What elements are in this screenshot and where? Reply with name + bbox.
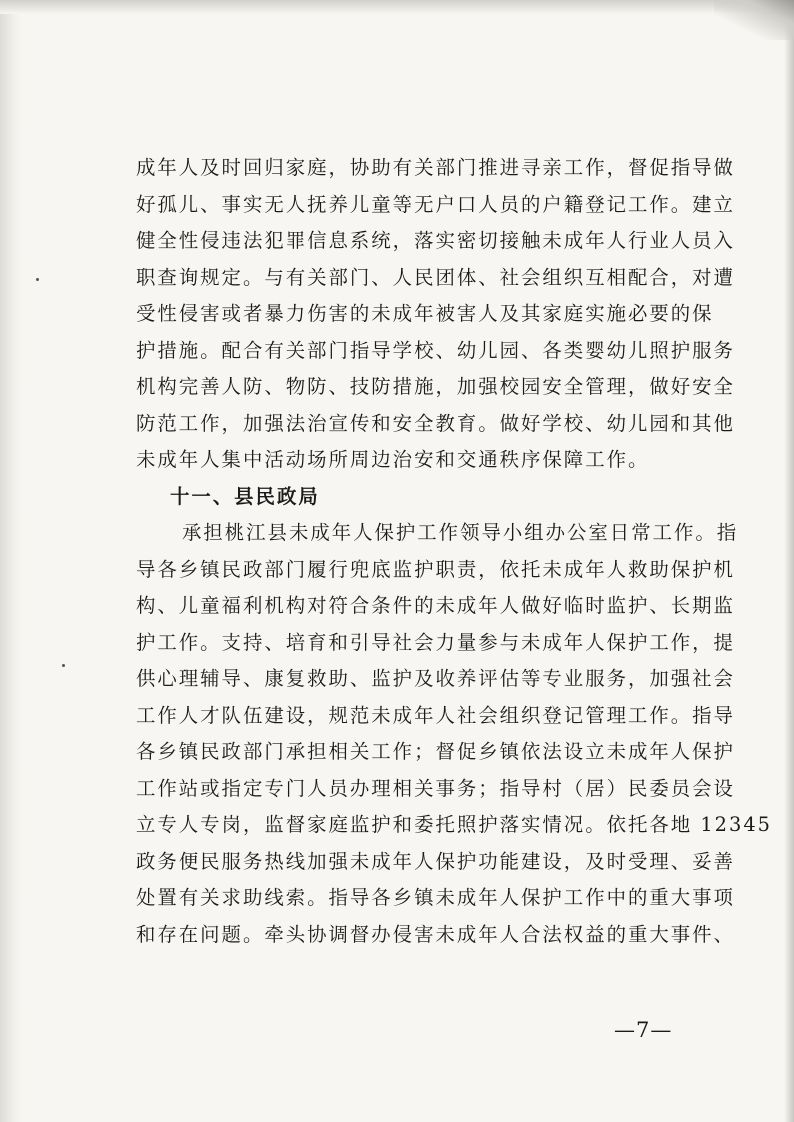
scan-right-edge-shadow	[784, 0, 794, 1122]
scan-corner-shadow	[714, 0, 794, 40]
text-line: 工作站或指定专门人员办理相关事务；指导村（居）民委员会设	[136, 776, 735, 800]
text-line: 好孤儿、事实无人抚养儿童等无户口人员的户籍登记工作。建立	[136, 192, 735, 216]
page-number: —7—	[614, 1018, 673, 1042]
text-line: 护工作。支持、培育和引导社会力量参与未成年人保护工作，提	[136, 630, 735, 654]
text-line: 未成年人集中活动场所周边治安和交通秩序保障工作。	[136, 448, 650, 471]
text-line: 职查询规定。与有关部门、人民团体、社会组织互相配合，对遭	[136, 265, 735, 289]
text-line: 导各乡镇民政部门履行兜底监护职责，依托未成年人救助保护机	[136, 557, 735, 581]
text-line: 承担桃江县未成年人保护工作领导小组办公室日常工作。指	[182, 521, 739, 544]
text-line: 处置有关求助线索。指导各乡镇未成年人保护工作中的重大事项	[136, 886, 735, 909]
text-line: 构、儿童福利机构对符合条件的未成年人做好临时监护、长期监	[136, 594, 735, 617]
text-line: 防范工作，加强法治宣传和安全教育。做好学校、幼儿园和其他	[136, 411, 735, 435]
text-line: 成年人及时回归家庭，协助有关部门推进寻亲工作，督促指导做	[136, 156, 735, 179]
scan-speck	[62, 664, 65, 667]
text-line: 护措施。配合有关部门指导学校、幼儿园、各类婴幼儿照护服务	[136, 338, 735, 362]
text-line: 各乡镇民政部门承担相关工作；督促乡镇依法设立未成年人保护	[136, 740, 735, 763]
scan-left-edge-shadow	[0, 0, 22, 1122]
text-line: 政务便民服务热线加强未成年人保护功能建设，及时受理、妥善	[136, 849, 735, 873]
scan-top-edge-shadow	[0, 0, 794, 14]
text-line: 和存在问题。牵头协调督办侵害未成年人合法权益的重大事件、	[136, 922, 735, 946]
scan-speck	[36, 278, 39, 281]
body-text	[136, 150, 773, 953]
text-line: 立专人专岗，监督家庭监护和委托照护落实情况。依托各地 12345	[136, 813, 773, 836]
section-heading: 十一、县民政局	[170, 484, 320, 508]
text-line: 受性侵害或者暴力伤害的未成年被害人及其家庭实施必要的保	[136, 302, 714, 325]
text-line: 机构完善人防、物防、技防措施，加强校园安全管理，做好安全	[136, 375, 735, 398]
text-line: 工作人才队伍建设，规范未成年人社会组织登记管理工作。指导	[136, 703, 735, 727]
text-line: 供心理辅导、康复救助、监护及收养评估等专业服务，加强社会	[136, 667, 735, 690]
text-line: 健全性侵违法犯罪信息系统，落实密切接触未成年人行业人员入	[136, 229, 735, 252]
